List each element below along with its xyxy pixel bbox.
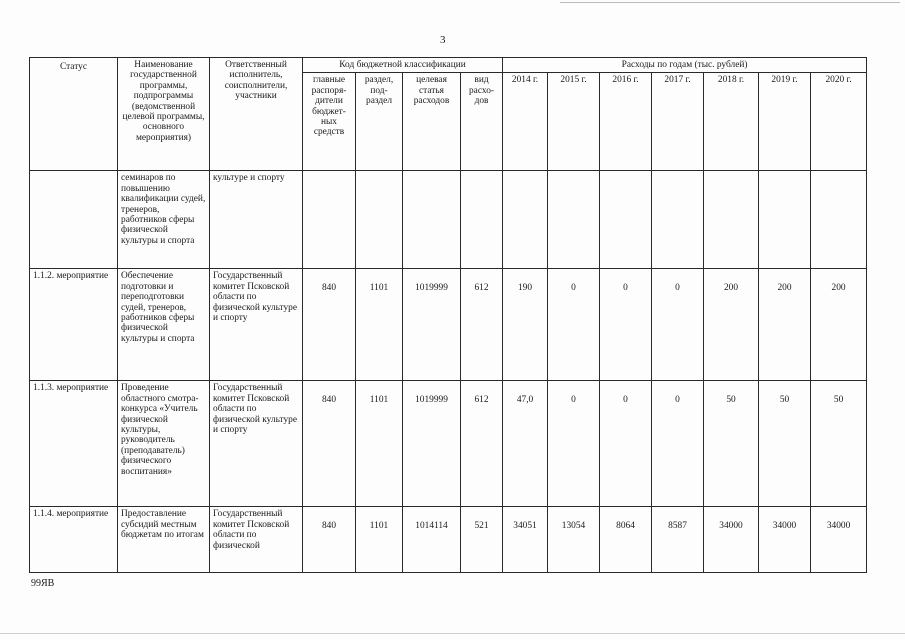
row-value-2020: 50 [811,381,867,507]
row-value-2016: 8064 [600,507,652,573]
row-value-2018: 50 [704,381,759,507]
row-name: Предоставление субсидий местным бюджетам по итогам [118,507,210,573]
row-value-2014 [503,171,548,269]
row-name: Обеспечение подготовки и переподготовки судей, тренеров, работников сферы физической культуры и спорта [118,269,210,381]
row-value-2016 [600,171,652,269]
row-value-2018: 34000 [704,507,759,573]
header-year-2014: 2014 г. [503,73,548,171]
page-number: 3 [440,34,446,46]
row-value-2018 [704,171,759,269]
row-value-2017: 0 [652,269,704,381]
row-value-2017: 8587 [652,507,704,573]
budget-table [29,57,867,573]
header-expenses: Расходы по годам (тыс. рублей) [503,58,867,73]
row-value-2016: 0 [600,269,652,381]
row-value-2014: 34051 [503,507,548,573]
row-name: семинаров по повышению квалификации судей, тренеров, работников сферы физической культуры и спорта [118,171,210,269]
row-type [461,171,503,269]
row-executor: Государственный комитет Псковской области по физической культуре и спорту [210,269,303,381]
row-section: 1101 [356,507,403,573]
header-executor: Ответственный исполнитель, соисполнители, участники [210,58,303,171]
scan-artifact-bottom [0,633,905,634]
header-year-2020: 2020 г. [811,73,867,171]
header-year-2017: 2017 г. [652,73,704,171]
row-value-2017: 0 [652,381,704,507]
scan-artifact-top [560,2,900,3]
table-row [30,171,867,269]
row-executor: культуре и спорту [210,171,303,269]
row-value-2015: 0 [548,381,600,507]
row-article: 1019999 [403,269,461,381]
row-section [356,171,403,269]
row-grbs [303,171,356,269]
row-value-2018: 200 [704,269,759,381]
row-executor: Государственный комитет Псковской области по физической культуре и спорту [210,381,303,507]
row-value-2015 [548,171,600,269]
table-row [30,381,867,507]
row-type: 521 [461,507,503,573]
row-value-2014: 47,0 [503,381,548,507]
row-grbs: 840 [303,269,356,381]
row-value-2014: 190 [503,269,548,381]
row-name: Проведение областного смотра-конкурса «Учитель физической культуры, руководитель (преподаватель) физического воспитания» [118,381,210,507]
header-kbk-grbs: главные распоря-дители бюджет-ных средств [303,73,356,171]
header-budget-code: Код бюджетной классификации [303,58,503,73]
header-name: Наименование государственной программы, подпрограммы (ведомственной целевой программы, основного мероприятия) [118,58,210,171]
row-executor: Государственный комитет Псковской области по физической [210,507,303,573]
row-value-2015: 0 [548,269,600,381]
header-status: Статус [30,58,118,171]
table-row [30,269,867,381]
row-value-2020: 200 [811,269,867,381]
header-year-2015: 2015 г. [548,73,600,171]
row-article: 1019999 [403,381,461,507]
row-type: 612 [461,381,503,507]
row-status: 1.1.2. мероприятие [30,269,118,381]
header-kbk-article: целевая статья расходов [403,73,461,171]
row-value-2019: 34000 [759,507,811,573]
row-section: 1101 [356,381,403,507]
footer-code: 99ЯВ [31,578,55,589]
row-value-2019: 50 [759,381,811,507]
row-article [403,171,461,269]
row-value-2020: 34000 [811,507,867,573]
row-grbs: 840 [303,381,356,507]
table-row [30,507,867,573]
row-status: 1.1.3. мероприятие [30,381,118,507]
header-year-2018: 2018 г. [704,73,759,171]
row-value-2016: 0 [600,381,652,507]
row-section: 1101 [356,269,403,381]
row-status: 1.1.4. мероприятие [30,507,118,573]
row-value-2015: 13054 [548,507,600,573]
row-article: 1014114 [403,507,461,573]
header-year-2019: 2019 г. [759,73,811,171]
header-year-2016: 2016 г. [600,73,652,171]
row-value-2020 [811,171,867,269]
row-grbs: 840 [303,507,356,573]
row-status [30,171,118,269]
row-value-2019: 200 [759,269,811,381]
row-type: 612 [461,269,503,381]
row-value-2017 [652,171,704,269]
row-value-2019 [759,171,811,269]
header-kbk-section: раздел, под-раздел [356,73,403,171]
header-kbk-type: вид расхо-дов [461,73,503,171]
